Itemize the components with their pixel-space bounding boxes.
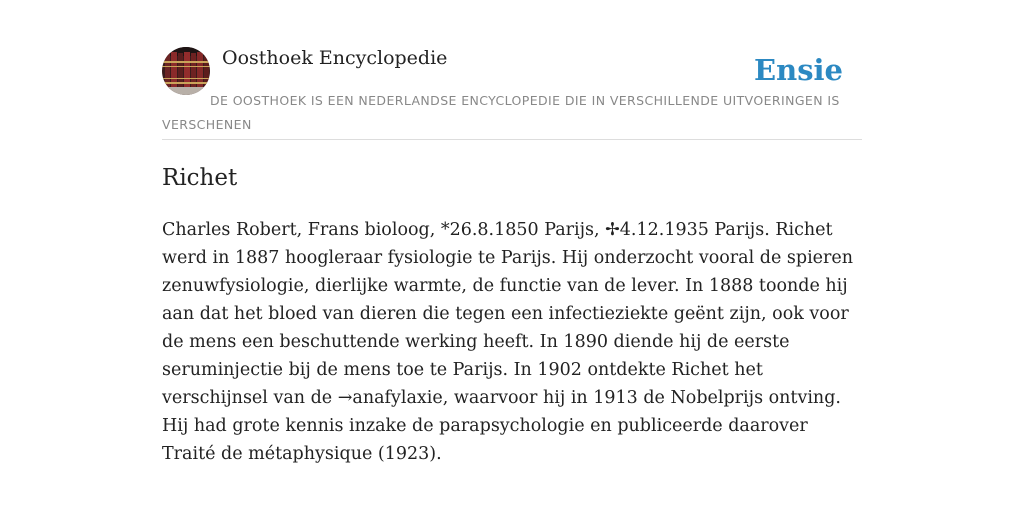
header-divider: [162, 139, 862, 140]
site-tagline: DE OOSTHOEK IS EEN NEDERLANDSE ENCYCLOPEDIE DIE IN VERSCHILLENDE UITVOERINGEN IS VERSCHENEN: [162, 93, 840, 132]
book-spines-icon: [162, 47, 210, 95]
entry-title: Richet: [162, 165, 238, 191]
brand-logo[interactable]: Ensie: [754, 53, 843, 87]
site-title[interactable]: Oosthoek Encyclopedie: [222, 47, 448, 69]
entry-body: Charles Robert, Frans bioloog, *26.8.1850 Parijs, ✢4.12.1935 Parijs. Richet werd in 1887 hoogleraar fysiologie te Parijs. Hij onderzocht vooral de spieren zenuwfysiologie, dierlijke warmte, de functie van de lever. In 1888 toonde hij aan dat het bloed van dieren die tegen een infectieziekte geënt zijn, ook voor de mens een beschuttende werking heeft. In 1890 diende hij de eerste seruminjectie bij de mens toe te Parijs. In 1902 ontdekte Richet het verschijnsel van de →anafylaxie, waarvoor hij in 1913 de Nobelprijs ontving. Hij had grote kennis inzake de parapsychologie en publiceerde daarover Traité de métaphysique (1923).: [162, 220, 854, 464]
avatar[interactable]: [162, 47, 210, 95]
